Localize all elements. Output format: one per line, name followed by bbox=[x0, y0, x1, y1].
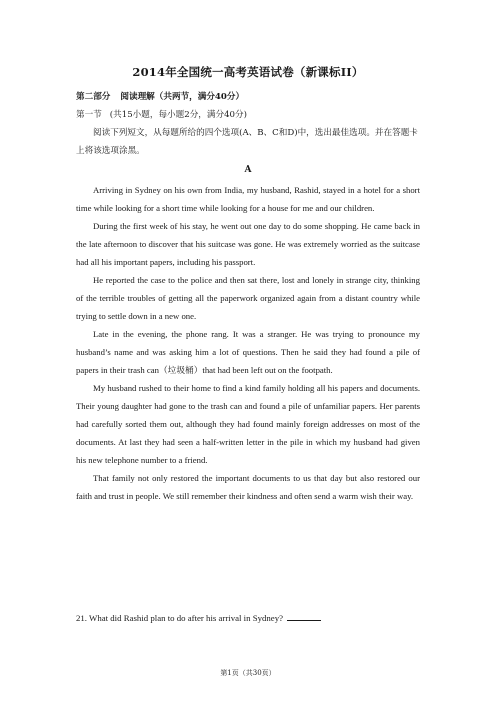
passage-paragraph: Arriving in Sydney on his own from India, my husband, Rashid, stayed in a hotel for a short time while looking for a short time while looking for a house for me and our children. bbox=[76, 185, 420, 213]
section-part: 第二部分 bbox=[76, 92, 111, 102]
passage-paragraph: Late in the evening, the phone rang. It was a stranger. He was trying to pronounce my husband’s name and was asking him a lot of questions. Then he said they had found a pile of papers in their trash can（垃圾桶）that had been left out on the footpath. bbox=[76, 329, 420, 375]
question-text: 21. What did Rashid plan to do after his arrival in Sydney? bbox=[76, 613, 284, 623]
subsection-detail: (共15小题，每小题2分，满分40分) bbox=[109, 110, 247, 120]
passage-paragraph: My husband rushed to their home to find a kind family holding all his papers and documents. Their young daughter had gone to the trash can and found a pile of unfamiliar papers. Her parents had carefully sorted them out, although they had found mainly foreign addresses on most of the documents. At last they had seen a half-written letter in the pile in which my husband had given his new telephone number to a friend. bbox=[76, 383, 420, 465]
instructions: 阅读下列短文，从每题所给的四个选项(A、B、C和D)中，选出最佳选项。并在答题卡上将该选项涂黑。 bbox=[76, 128, 418, 156]
page-footer: 第1页（共30页） bbox=[220, 669, 276, 677]
passage-body bbox=[76, 181, 420, 505]
page-title: 2014年全国统一高考英语试卷（新课标II） bbox=[132, 65, 364, 79]
section-heading bbox=[76, 90, 254, 102]
answer-blank bbox=[287, 612, 321, 621]
subsection-label: 第一节 bbox=[76, 110, 102, 120]
section-name: 阅读理解（共两节，满分40分） bbox=[120, 92, 245, 102]
passage-paragraph: He reported the case to the police and then sat there, lost and lonely in strange city, thinking of the terrible troubles of getting all the paperwork organized again from a distant country while trying to settle down in a new one. bbox=[76, 275, 420, 321]
passage-paragraph: During the first week of his stay, he went out one day to do some shopping. He came back in the late afternoon to discover that his suitcase was gone. He was extremely worried as the suitcase had all his important papers, including his passport. bbox=[76, 221, 420, 267]
passage-letter: A bbox=[244, 165, 252, 175]
question-21 bbox=[76, 612, 321, 623]
passage-paragraph: That family not only restored the important documents to us that day but also restored our faith and trust in people. We still remember their kindness and often send a warm wish their way. bbox=[76, 473, 420, 501]
subsection-heading bbox=[76, 108, 255, 120]
